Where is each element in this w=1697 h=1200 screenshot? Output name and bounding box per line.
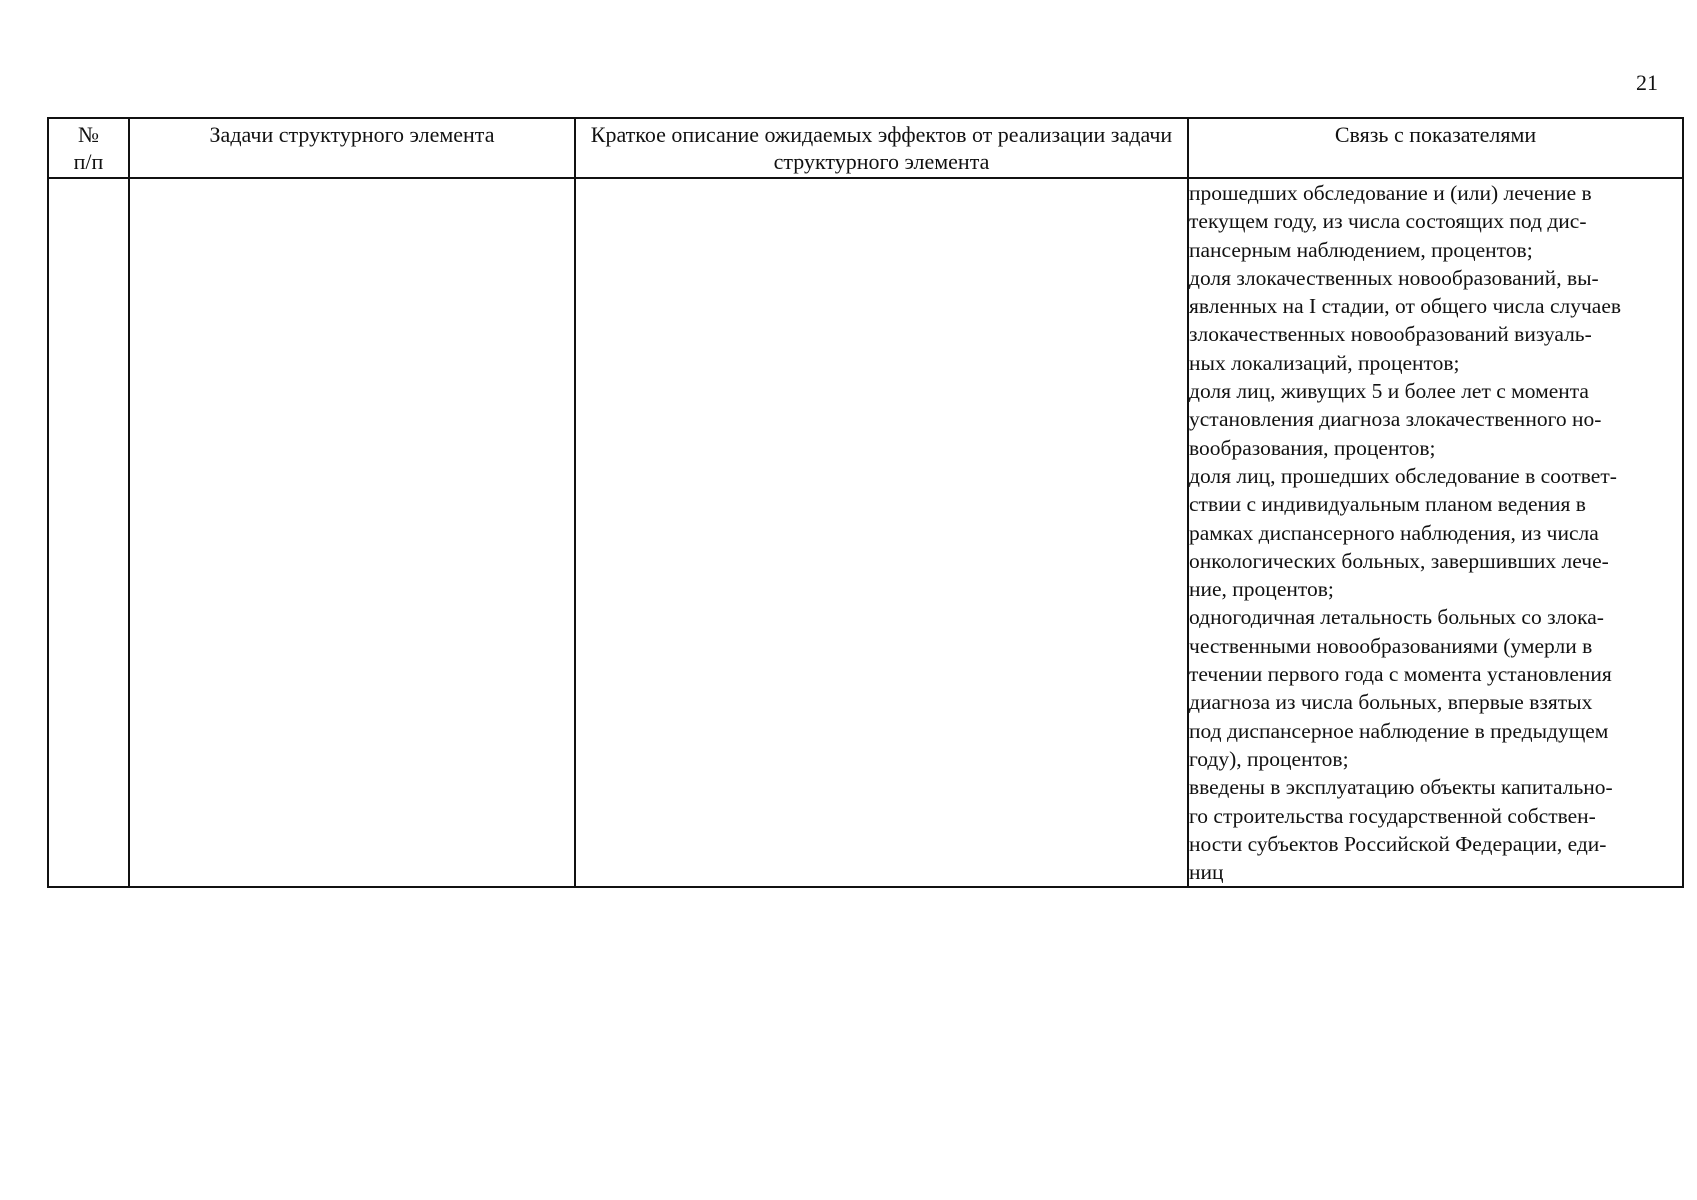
header-tasks: Задачи структурного элемента (129, 118, 575, 178)
page-number: 21 (1636, 70, 1658, 95)
structural-element-table (47, 117, 1684, 888)
cell-tasks (129, 178, 575, 887)
header-effects: Краткое описание ожидаемых эффектов от реализации задачи структурного элемента (575, 118, 1188, 178)
header-indicators: Связь с показателями (1188, 118, 1683, 178)
cell-effects (575, 178, 1188, 887)
table-row (48, 178, 1683, 887)
cell-number (48, 178, 129, 887)
cell-indicators: прошедших обследование и (или) лечение в текущем году, из числа состоящих под дис- пансерным наблюдением, процентов; доля злокачественных новообразований, вы- явленных на I стадии, от общего числа случаев злокачественных новообразований визуаль- ных локализаций, процентов; доля лиц, живущих 5 и более лет с момента установления диагноза злокачественного но- вообразования, процентов; доля лиц, прошедших обследование в соответ- ствии с индивидуальным планом ведения в рамках диспансерного наблюдения, из числа онкологических больных, завершивших лече- ние, процентов; одногодичная летальность больных со злока- чественными новообразованиями (умерли в течении первого года с момента установления диагноза из числа больных, впервые взятых под диспансерное наблюдение в предыдущем году), процентов; введены в эксплуатацию объекты капитально- го строительства государственной собствен- ности субъектов Российской Федерации, еди- ниц (1188, 178, 1683, 887)
header-number: № п/п (48, 118, 129, 178)
table-header-row (48, 118, 1683, 178)
